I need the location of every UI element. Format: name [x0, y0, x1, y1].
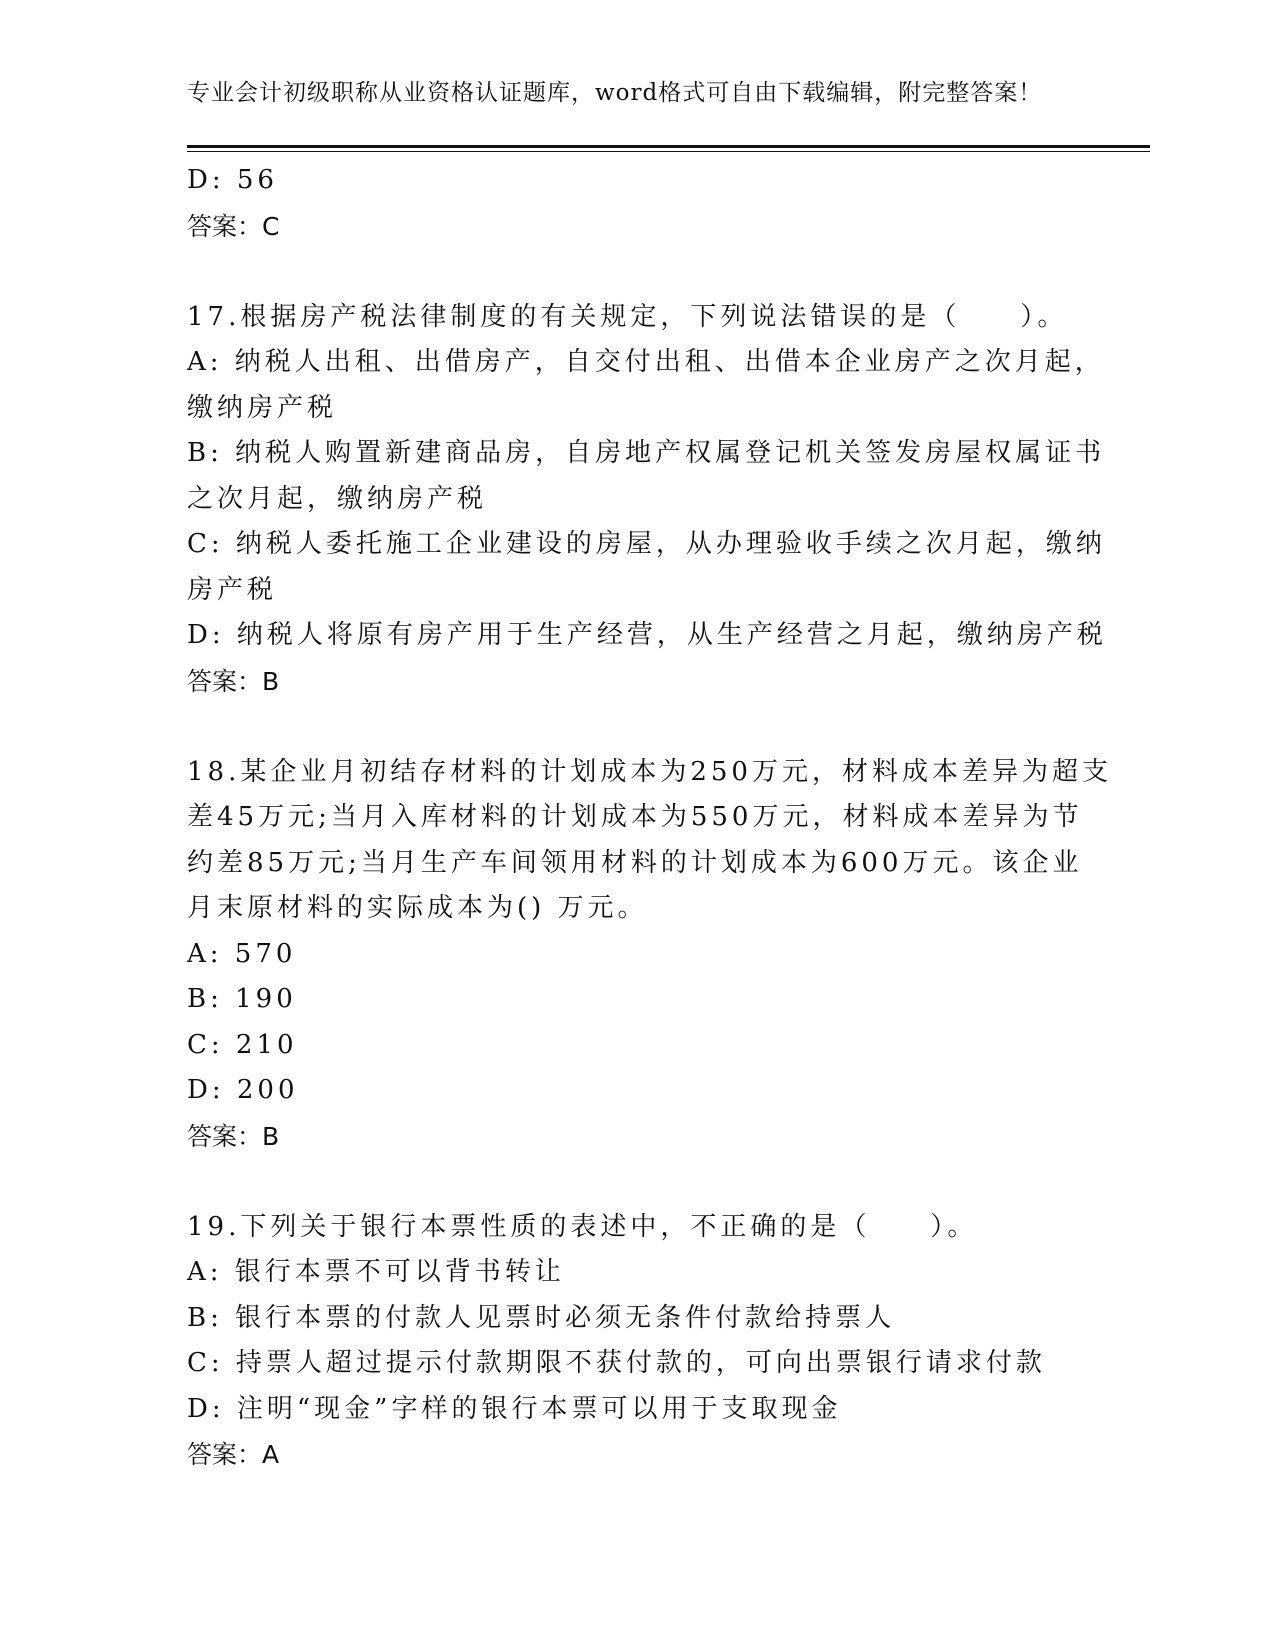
option-d: D: 200	[187, 1075, 299, 1105]
question-stem-continued: 约差85万元;当月生产车间领用材料的计划成本为600万元。该企业	[187, 847, 1083, 878]
option-a-continued: 缴纳房产税	[187, 392, 338, 423]
header-rule-thin	[187, 151, 1150, 152]
question-18	[187, 750, 1112, 1160]
answer: 答案：B	[187, 666, 280, 696]
option-c: C: 纳税人委托施工企业建设的房屋，从办理验收手续之次月起，缴纳	[187, 529, 1106, 559]
answer: 答案：A	[187, 1440, 280, 1469]
option-b-continued: 之次月起，缴纳房产税	[187, 483, 488, 514]
option-c: C: 持票人超过提示付款期限不获付款的，可向出票银行请求付款	[187, 1348, 1046, 1378]
question-stem-continued: 月末原材料的实际成本为() 万元。	[187, 893, 648, 923]
question-stem: 19.下列关于银行本票性质的表述中，不正确的是（ ）。	[187, 1211, 978, 1242]
option-c: C: 210	[187, 1029, 298, 1060]
option-d: D: 纳税人将原有房产用于生产经营，从生产经营之月起，缴纳房产税	[187, 620, 1107, 650]
option-d: D: 注明“现金”字样的银行本票可以用于支取现金	[187, 1393, 842, 1424]
option-b: B: 银行本票的付款人见票时必须无条件付款给持票人	[187, 1302, 896, 1333]
question-content	[187, 158, 1112, 1478]
spacer	[187, 704, 1087, 750]
spacer	[187, 249, 1087, 295]
question-stem-continued: 差45万元;当月入库材料的计划成本为550万元，材料成本差异为节	[187, 802, 1083, 832]
option-b: B: 190	[187, 984, 297, 1014]
page-header: 专业会计初级职称从业资格认证题库，word格式可自由下载编辑，附完整答案！	[187, 80, 1043, 106]
answer: 答案：B	[187, 1121, 280, 1151]
previous-option-d: D: 56	[187, 165, 278, 195]
question-stem: 17.根据房产税法律制度的有关规定，下列说法错误的是（ ）。	[187, 301, 1068, 332]
previous-answer: 答案：C	[187, 211, 280, 241]
question-stem: 18.某企业月初结存材料的计划成本为250万元，材料成本差异为超支	[187, 756, 1112, 787]
question-17	[187, 295, 1107, 705]
spacer	[187, 1159, 1087, 1205]
option-c-continued: 房产税	[187, 574, 278, 605]
option-a: A: 570	[187, 938, 297, 969]
header-rule-thick	[187, 145, 1150, 148]
question-19	[187, 1205, 1087, 1478]
option-b: B: 纳税人购置新建商品房，自房地产权属登记机关签发房屋权属证书	[187, 438, 1106, 468]
option-a: A: 纳税人出租、出借房产，自交付出租、出借本企业房产之次月起，	[187, 347, 1105, 377]
option-a: A: 银行本票不可以背书转让	[187, 1257, 565, 1287]
